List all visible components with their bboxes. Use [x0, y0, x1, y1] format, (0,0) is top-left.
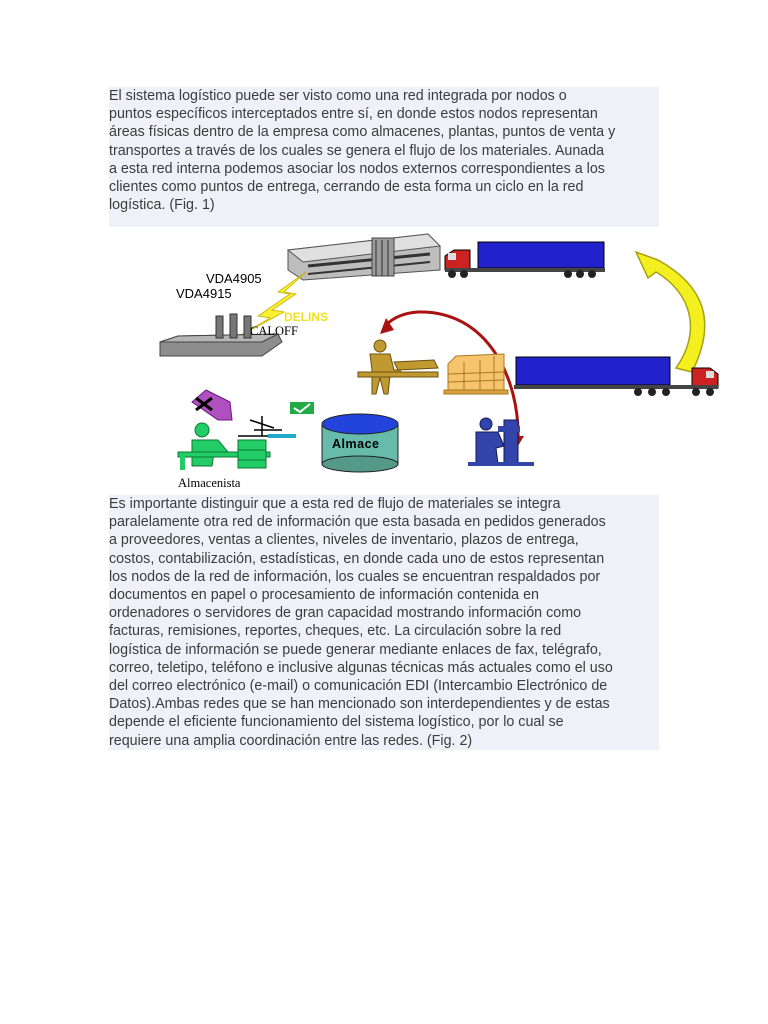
label-caloff: CALOFF [250, 324, 298, 338]
checkmark-icon [290, 402, 314, 414]
label-almacen: Almace [332, 437, 380, 451]
label-delins: DELINS [284, 310, 329, 324]
label-almacenista: Almacenista [178, 476, 241, 490]
label-vda4915: VDA4915 [176, 286, 232, 301]
paragraph-2: Es importante distinguir que a esta red de flujo de materiales se integra paralelamente otra red de información que esta basada en pedidos generados a proveedores, ventas a clientes, niveles de inventario, plazos de entrega, costos, contabilización, estadísticas, en donde cada uno de estos representan los nodos de la red de información, los cuales se encuentran respaldados por documentos en papel o procesamiento de información contenida en ordenadores o servidores de gran capacidad mostrando información como facturas, remisiones, reportes, cheques, etc. La circulación sobre la red logística de información se puede generar mediante enlaces de fax, telégrafo, correo, teletipo, teléfono e inclusive algunas técnicas más actuales como el uso del correo electrónico (e-mail) o comunicación EDI (Intercambio Electrónico de Datos).Ambas redes que se han mencionado son interdependientes y de estas depende el eficiente funcionamiento del sistema logístico, por lo cual se requiere una amplia coordinación entre las redes. (Fig. 2) [109, 495, 659, 750]
pallet-boxes-icon [444, 354, 508, 394]
label-vda4905: VDA4905 [206, 271, 262, 286]
paragraph-1: El sistema logístico puede ser visto como una red integrada por nodos o puntos específicos interceptados entre sí, en donde estos nodos representan áreas físicas dentro de la empresa como almacenes, plantas, puntos de venta y transportes a través de los cuales se genera el flujo de los materiales. Aunada a esta red interna podemos asociar los nodos externos correspondientes a los clientes como puntos de entrega, cerrando de esta forma un ciclo en la red logística. (Fig. 1) [109, 87, 659, 227]
figure-drawing [158, 230, 660, 495]
logistics-network-figure [158, 230, 660, 495]
